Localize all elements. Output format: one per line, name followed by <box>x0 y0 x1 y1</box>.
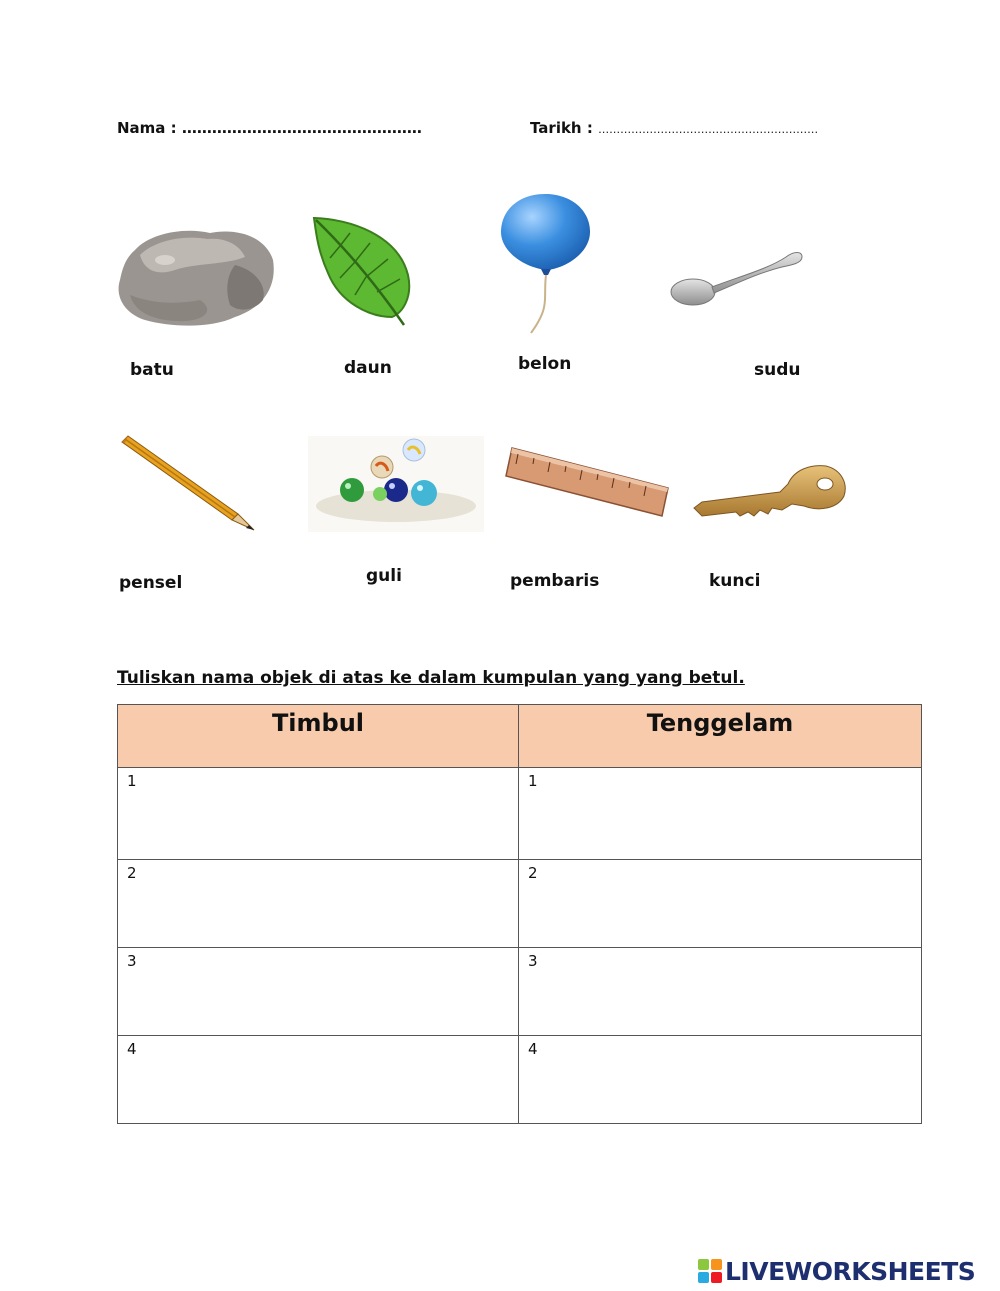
brand-name: LIVEWORKSHEETS <box>725 1256 976 1286</box>
date-blank[interactable]: …………………………………………………… <box>598 123 819 136</box>
answer-cell-timbul-2[interactable] <box>118 860 519 948</box>
name-blank[interactable]: ………………………………………… <box>181 119 422 137</box>
pencil-image <box>118 434 258 534</box>
answer-cell-tenggelam-4[interactable] <box>519 1036 922 1124</box>
label-daun: daun <box>344 358 392 378</box>
rock-image <box>115 225 277 330</box>
answer-cell-tenggelam-1[interactable] <box>519 768 922 860</box>
answer-cell-timbul-3[interactable] <box>118 948 519 1036</box>
row-number: 3 <box>127 952 137 970</box>
leaf-image <box>310 213 415 328</box>
column-header-tenggelam: Tenggelam <box>519 705 922 768</box>
row-number: 1 <box>127 772 137 790</box>
marbles-image <box>308 436 484 532</box>
label-batu: batu <box>130 360 174 380</box>
spoon-image <box>668 243 806 309</box>
row-number: 3 <box>528 952 538 970</box>
label-kunci: kunci <box>709 571 761 591</box>
answer-cell-tenggelam-3[interactable] <box>519 948 922 1036</box>
date-line <box>530 119 818 137</box>
label-guli: guli <box>366 566 402 586</box>
grouping-table <box>117 704 922 1124</box>
label-belon: belon <box>518 354 572 374</box>
instruction-text: Tuliskan nama objek di atas ke dalam kumpulan yang yang betul. <box>117 668 745 688</box>
date-label: Tarikh : <box>530 119 593 137</box>
row-number: 2 <box>528 864 538 882</box>
label-pensel: pensel <box>119 573 183 593</box>
liveworksheets-logo-icon <box>698 1259 722 1283</box>
answer-cell-timbul-4[interactable] <box>118 1036 519 1124</box>
row-number: 4 <box>528 1040 538 1058</box>
column-header-timbul: Timbul <box>118 705 519 768</box>
row-number: 2 <box>127 864 137 882</box>
answer-cell-tenggelam-2[interactable] <box>519 860 922 948</box>
ruler-image <box>504 444 672 520</box>
label-pembaris: pembaris <box>510 571 600 591</box>
name-label: Nama : <box>117 119 177 137</box>
liveworksheets-logo <box>698 1254 975 1288</box>
answer-cell-timbul-1[interactable] <box>118 768 519 860</box>
key-image <box>692 462 848 524</box>
balloon-image <box>495 190 595 336</box>
label-sudu: sudu <box>754 360 801 380</box>
name-line <box>117 119 422 137</box>
row-number: 4 <box>127 1040 137 1058</box>
row-number: 1 <box>528 772 538 790</box>
